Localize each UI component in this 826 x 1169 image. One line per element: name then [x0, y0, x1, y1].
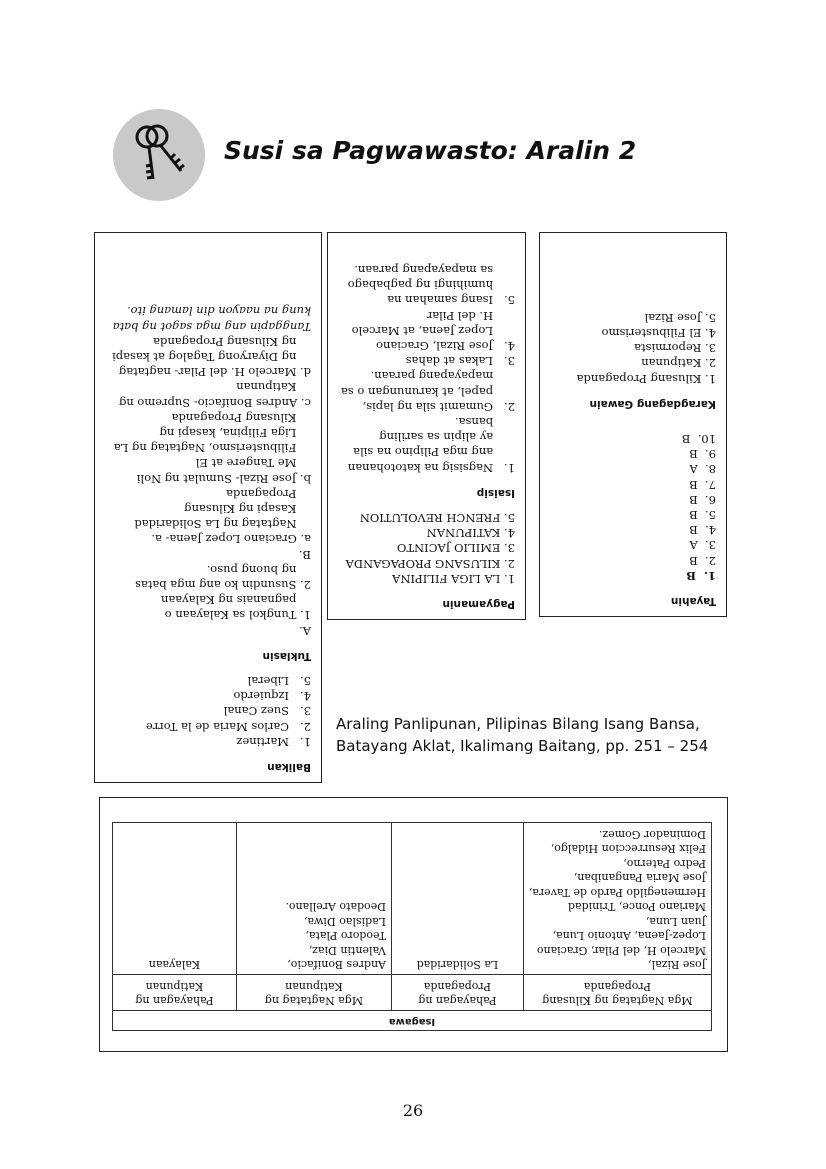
isagawa-column-header: Mga Nagtatag ng Kilusang Propaganda — [523, 975, 711, 1011]
isaisip-line: mapayapang paraan. — [370, 369, 515, 384]
karagdagan-item: 1. Kilusang Propaganda — [576, 371, 716, 386]
isagawa-cell-line: Hermenegildo Pardo de Tavera, — [528, 886, 706, 899]
isagawa-cell-line: Jose Rizal, — [648, 958, 706, 972]
isagawa-cell-line: Jose Maria Panganiban, — [573, 871, 706, 885]
tayahin-content — [540, 233, 726, 616]
balikan-item: 5. Liberal — [247, 673, 311, 688]
reference-text — [336, 713, 731, 757]
reference-line: Batayang Aklat, Ikalimang Baitang, pp. 251 – 254 — [336, 737, 709, 755]
tayahin-item: 5. B — [689, 507, 716, 522]
isagawa-cell-line: Juan Luna, — [645, 915, 706, 928]
karagdagan-item: 3. Repormista — [634, 341, 716, 356]
isaisip-line: sa mapayapang paraan. — [354, 262, 515, 277]
balikan-item: 2. Carlos Maria de la Torre — [145, 719, 311, 734]
isaisip-line: 1. Nagsisig na katotohanan — [347, 460, 515, 475]
isagawa-column-header: Mga Nagtatag ng Katipunan — [236, 975, 391, 1011]
tuklasin-line: Me Tangere at El — [195, 456, 311, 471]
isagawa-content — [100, 798, 727, 1051]
tuklasin-line: 1. Tungkol sa Kalayaan o — [164, 608, 311, 623]
isaisip-line: 3. Lakas at dahas — [405, 354, 515, 369]
pagyamanin-item: 3. EMILIO JACINTO — [396, 541, 515, 556]
reference-line: Araling Panlipunan, Pilipinas Bilang Isang Bansa, — [336, 715, 700, 733]
isaisip-line: ay alipin sa sariling — [379, 430, 515, 445]
tuklasin-line: pagnanais ng Kalayaan — [161, 593, 311, 608]
tayahin-item: 10. B — [681, 431, 716, 446]
karagdagan-heading: Karagdagang Gawain — [589, 397, 716, 410]
tuklasin-line: a. Graciano Lopez Jaena- a. — [151, 532, 311, 547]
isagawa-table — [112, 823, 712, 1032]
isagawa-cell — [236, 823, 391, 975]
tuklasin-line: c. Andres Bonifacio- Supremo ng — [118, 395, 311, 410]
isagawa-cell-line: Valentin Diaz, — [308, 944, 387, 957]
karagdagan-item: 5. Jose Rizal — [644, 310, 716, 325]
karagdagan-item: 4. El Filibusterismo — [601, 325, 716, 340]
pagyamanin-item: 4. KATIPUNAN — [426, 526, 515, 541]
balikan-heading: Balikan — [267, 761, 311, 773]
isaisip-line: 4. Jose Rizal, Graciano — [376, 338, 515, 353]
isagawa-cell-line: La Solidaridad — [416, 958, 499, 972]
isagawa-box — [99, 797, 728, 1052]
balikan-box — [94, 232, 322, 783]
tayahin-item: 1. B — [686, 568, 716, 583]
tuklasin-line: b. Jose Rizal- Sumulat ng Noli — [136, 471, 311, 486]
tuklasin-line: ng Kilusang Propaganda — [153, 334, 311, 349]
tayahin-item: 9. B — [689, 447, 716, 462]
tuklasin-line: 2. Susundin ko ang mga batas — [135, 577, 311, 592]
isagawa-cell-line: Felix Resurreccion Hidalgo, — [550, 842, 706, 856]
isaisip-line: humihingi ng pagbabago — [347, 278, 515, 293]
isaisip-line: Lopez Jaena, at Marcelo — [351, 323, 515, 338]
tayahin-item: 2. B — [689, 553, 716, 568]
tuklasin-line: ng buong puso. — [206, 562, 311, 577]
tayahin-box — [539, 232, 727, 617]
isagawa-cell-line: Kalayaan — [148, 958, 201, 972]
pagyamanin-item: 1. LA LIGA FILIPINA — [392, 571, 515, 586]
tayahin-item: 4. B — [689, 523, 716, 538]
tayahin-item: 3. A — [689, 538, 716, 553]
isagawa-cell-line: Dominador Gomez. — [598, 828, 706, 841]
balikan-content — [95, 233, 321, 782]
isagawa-cell-line: Ladislao Diwa, — [303, 915, 387, 928]
isagawa-cell-line: Mariano Ponce, Trinidad — [567, 900, 706, 914]
tuklasin-line: Kilusang Propaganda — [171, 410, 311, 425]
pagyamanin-box — [327, 232, 526, 620]
isagawa-cell-line: Pedro Paterno, — [623, 857, 706, 870]
tuklasin-line: Liga Filipina, kasapi ng — [159, 425, 311, 440]
isagawa-cell — [113, 823, 237, 975]
balikan-item: 3. Suez Canal — [223, 704, 311, 719]
isaisip-heading: Isaisip — [476, 486, 515, 499]
karagdagan-item: 2. Katipunan — [641, 356, 716, 371]
tuklasin-line: Filibusterismo, Nagtatag ng La — [113, 441, 311, 456]
isagawa-column-header: Pahayagan ng Katipunan — [113, 975, 237, 1011]
isaisip-line: papel, at karunungan o sa — [340, 384, 515, 399]
tuklasin-line: Nagtatag ng La Solidaridad — [134, 517, 311, 532]
page-title: Susi sa Pagwawasto: Aralin 2 — [224, 136, 637, 165]
tuklasin-line: A. — [299, 623, 311, 638]
balikan-item: 1. Martinez — [236, 734, 311, 749]
isagawa-cell-line: Deodato Arellano. — [285, 900, 387, 914]
pagyamanin-content — [328, 233, 525, 619]
isagawa-column-header: Pahayagan ng Propaganda — [392, 975, 524, 1011]
isaisip-line: ang mga Pilipino na sila — [353, 445, 515, 460]
tuklasin-line: B. — [298, 547, 311, 562]
isagawa-cell-line: Lopez-Jaena, Antonio Luna, — [552, 929, 706, 943]
isaisip-line: H. del Pilar — [426, 308, 515, 323]
isaisip-line: 2. Gumamit sila ng lapis, — [362, 399, 515, 414]
tayahin-item: 8. A — [689, 462, 716, 477]
tuklasin-line: Propaganda — [226, 486, 311, 501]
isaisip-line: 5. Isang samahan na — [387, 293, 515, 308]
tayahin-item: 7. B — [689, 477, 716, 492]
isagawa-cell-line: Marcelo H, del Pilar, Graciano — [536, 944, 706, 957]
keys-icon — [113, 109, 205, 201]
tuklasin-line: Kasapi ng Kilusang — [184, 501, 311, 516]
pagyamanin-heading: Pagyamanin — [442, 598, 515, 610]
balikan-item: 4. Izquierdo — [233, 689, 311, 704]
pagyamanin-item: 2. KILUSANG PROPAGANDA — [345, 556, 515, 571]
tuklasin-heading: Tuklasin — [262, 649, 311, 662]
isagawa-cell-line: Teodoro Plata, — [305, 929, 387, 943]
isagawa-cell — [392, 823, 524, 975]
tayahin-item: 6. B — [689, 492, 716, 507]
isaisip-line: bansa. — [455, 414, 515, 429]
isagawa-cell-line: Andres Bonifacio, — [287, 958, 387, 972]
tuklasin-note: kung na naayon din lamang ito. — [127, 304, 311, 319]
page-number: 26 — [402, 1101, 424, 1120]
isagawa-cell — [523, 823, 711, 975]
tayahin-heading: Tayahin — [670, 595, 716, 607]
tuklasin-note: Tanggapin ang mga sagot ng bata — [112, 319, 311, 334]
pagyamanin-item: 5. FRENCH REVOLUTION — [359, 510, 515, 525]
tuklasin-line: ng Diyaryong Tagalog at kasapi — [112, 349, 311, 364]
tuklasin-line: d. Marcelo H. del Pilar- nagtatag — [118, 365, 311, 380]
isagawa-heading: Isagawa — [113, 1011, 712, 1031]
tuklasin-line: Katipunan — [236, 380, 311, 395]
